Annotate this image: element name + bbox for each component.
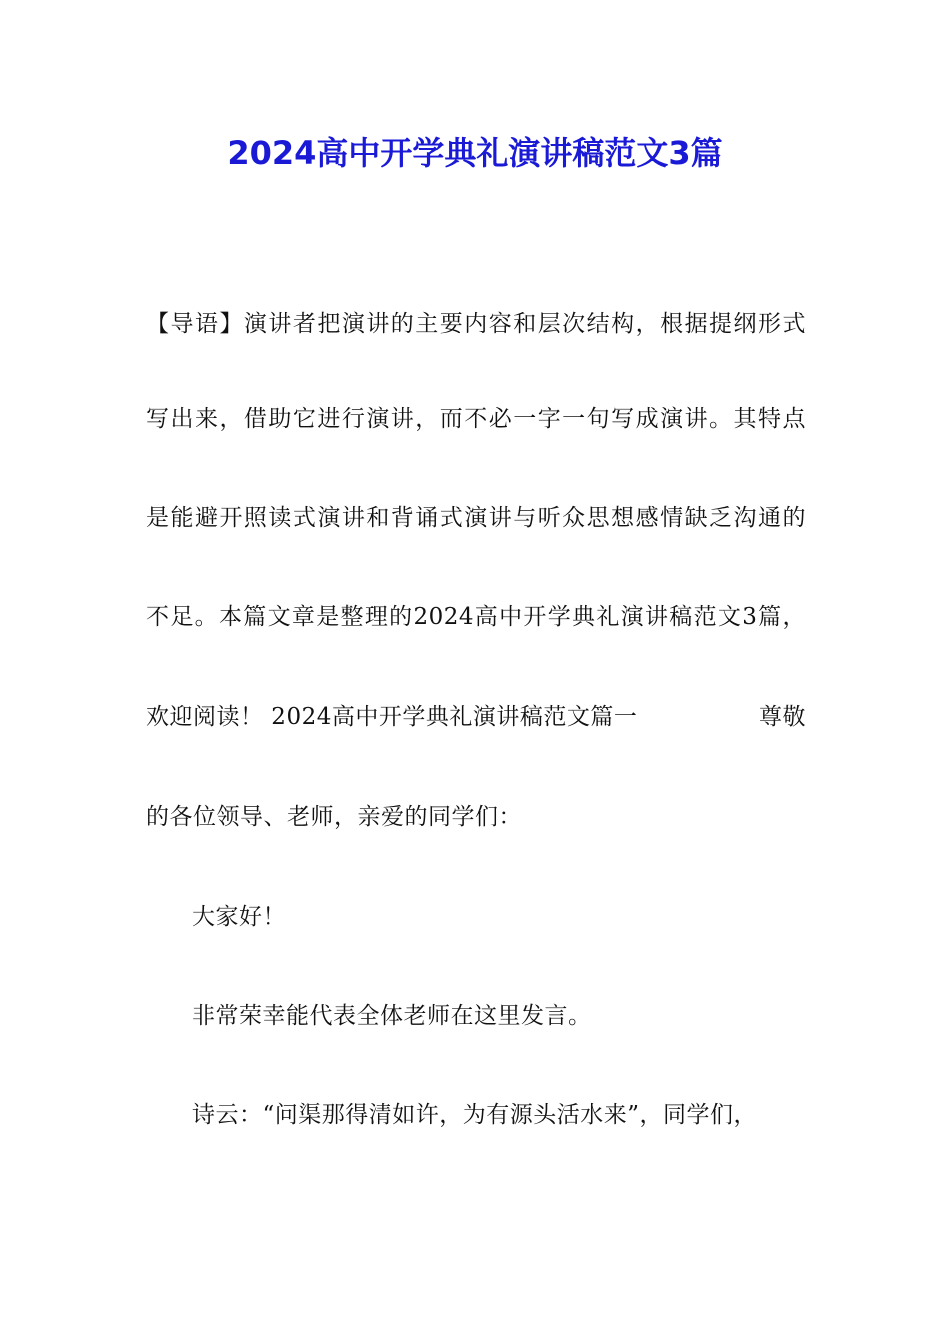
intro-line-5-left: 欢迎阅读！ 2024高中开学典礼演讲稿范文篇一 [146,704,638,730]
paragraph-honor: 非常荣幸能代表全体老师在这里发言。 [192,1003,592,1029]
paragraph-greeting: 大家好！ [192,904,286,930]
intro-line-5-right: 尊敬 [759,704,806,730]
intro-line-2: 写出来，借助它进行演讲，而不必一字一句写成演讲。其特点 [146,406,806,432]
salutation-line: 的各位领导、老师，亲爱的同学们： [146,804,522,830]
paragraph-poem: 诗云：“问渠那得清如许，为有源头活水来”，同学们， [192,1102,758,1128]
intro-line-4: 不足。本篇文章是整理的2024高中开学典礼演讲稿范文3篇， [146,604,806,630]
intro-line-3: 是能避开照读式演讲和背诵式演讲与听众思想感情缺乏沟通的 [146,505,806,531]
intro-line-1: 【导语】演讲者把演讲的主要内容和层次结构，根据提纲形式 [146,311,806,337]
document-title: 2024高中开学典礼演讲稿范文3篇 [227,134,723,172]
intro-line-5 [146,697,806,737]
